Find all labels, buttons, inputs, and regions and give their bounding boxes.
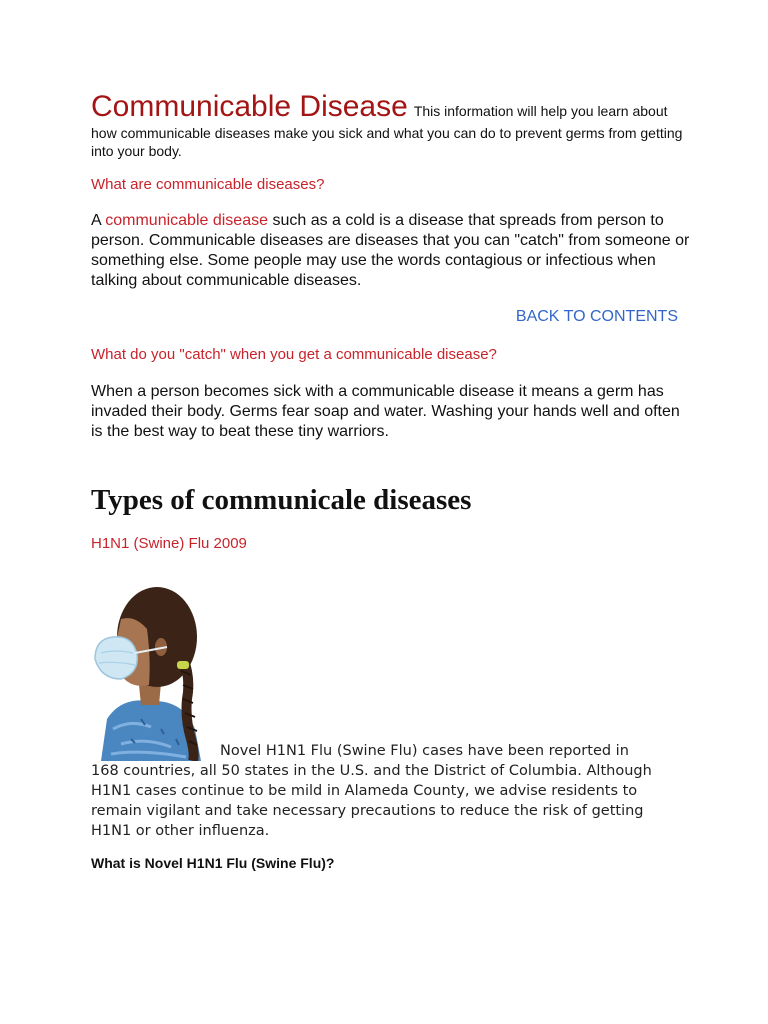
page-title: Communicable Disease	[91, 90, 408, 123]
intro-text: This information will help you learn about how communicable diseases make you sick and what you can do to prevent germs from getting into your body.	[91, 103, 683, 159]
definition-lead: A	[91, 212, 101, 229]
novel-first-line-wrap	[220, 741, 700, 761]
intro-paragraph	[91, 90, 691, 160]
child-mask-photo	[91, 579, 209, 761]
h1n1-subheading: H1N1 (Swine) Flu 2009	[91, 535, 247, 552]
question-what-catch: What do you "catch" when you get a communicable disease?	[91, 346, 497, 363]
document-page	[91, 90, 691, 871]
definition-paragraph	[91, 211, 691, 291]
back-to-contents-link[interactable]: BACK TO CONTENTS	[515, 308, 678, 325]
germs-paragraph: When a person becomes sick with a communicable disease it means a germ has invaded their body. Germs fear soap and water. Washing your hands well and often is the best way to beat these tiny warriors.	[91, 383, 680, 440]
definition-text: such as a cold is a disease that spreads from person to person. Communicable diseases are diseases that you can "catch" from someone or something else. Some people may use the words contagious or infectious when talking about communicable diseases.	[91, 212, 690, 289]
photo-block	[91, 579, 691, 757]
question-what-is-novel: What is Novel H1N1 Flu (Swine Flu)?	[91, 855, 335, 871]
types-heading: Types of communicale diseases	[91, 484, 472, 516]
question-what-are: What are communicable diseases?	[91, 176, 325, 193]
communicable-disease-link[interactable]: communicable disease	[105, 212, 268, 229]
novel-paragraph: 168 countries, all 50 states in the U.S. and the District of Columbia. Although H1N1 cases continue to be mild in Alameda County, we advise residents to remain vigilant and take necessary precautions to reduce the risk of getting H1N1 or other influenza.	[91, 763, 652, 839]
novel-first-line: Novel H1N1 Flu (Swine Flu) cases have been reported in	[220, 743, 629, 759]
